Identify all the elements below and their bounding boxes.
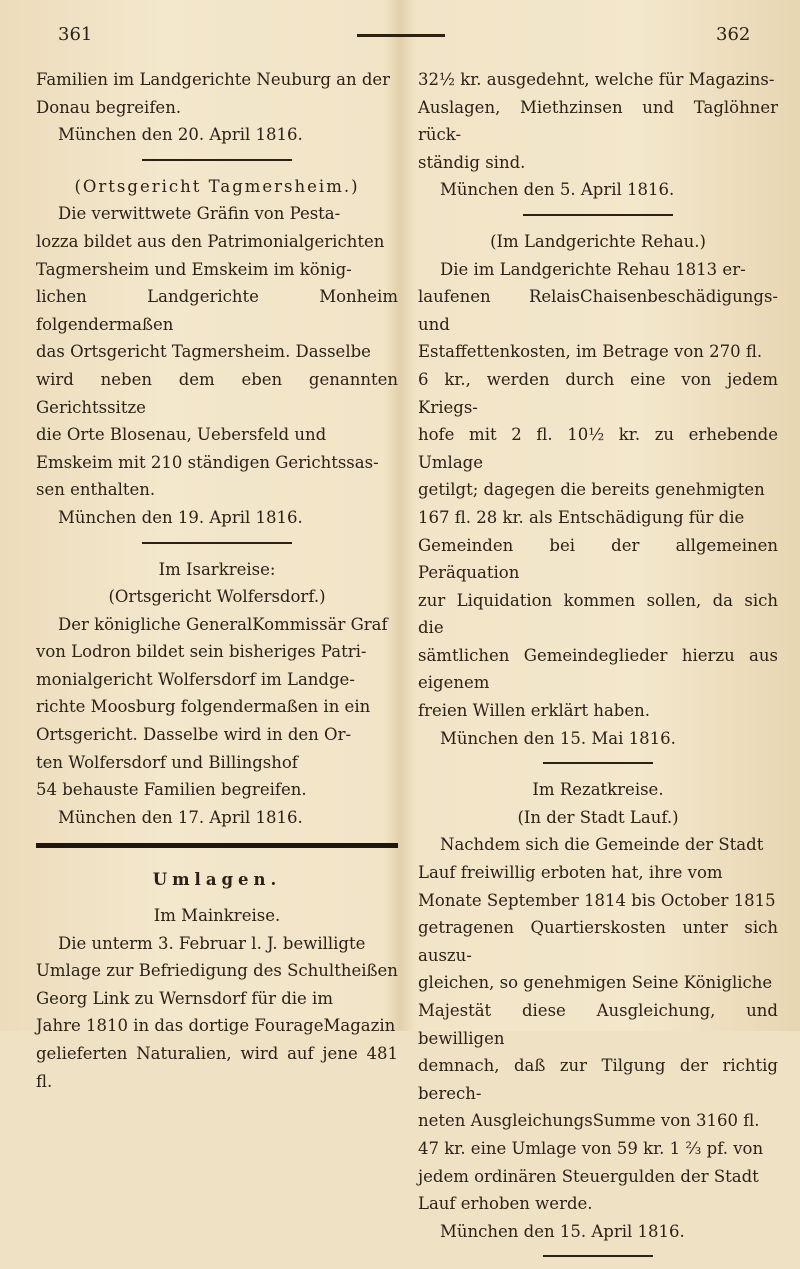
text-line: Der königliche GeneralKommissär Graf [58,614,388,634]
section-body [418,66,778,176]
text-line: Umlage zur Befriedigung des Schultheißen [36,961,398,981]
section-subheading: (Ortsgericht Wolfersdorf.) [108,587,326,607]
section-heading: Im Isarkreise: [158,559,276,579]
section-body [36,930,398,1096]
section-heading: (Ortsgericht Tagmersheim.) [74,176,360,196]
date-line: München den 15. April 1816. [440,1221,685,1241]
text-line: zur Liquidation kommen sollen, da sich die [418,590,778,638]
text-line: lozza bildet aus den Patrimonialgerichten [36,231,385,251]
section-body [36,200,398,504]
page-number-left: 361 [58,24,93,45]
text-line: Jahre 1810 in das dortige FourageMagazin [36,1016,396,1036]
text-line: Die im Landgerichte Rehau 1813 er- [440,259,746,279]
section-heading: Im Rezatkreise. [532,780,664,800]
text-line: die Orte Blosenau, Uebersfeld und [36,425,327,445]
date-line: München den 15. Mai 1816. [440,728,676,748]
section-divider [543,762,653,764]
section-heading: (Im Landgerichte Rehau.) [490,231,706,251]
right-column [418,66,778,1269]
text-line: Majestät diese Ausgleichung, und bewilligen [418,1001,778,1048]
text-line: Familien im Landgerichte Neuburg an der [36,70,391,89]
text-line: 47 kr. eine Umlage von 59 kr. 1 ⅔ pf. von [418,1138,764,1158]
section-heading: Im Mainkreise. [153,906,281,926]
text-line: sen enthalten. [36,480,156,500]
section-divider [142,542,292,544]
text-line: wird neben dem eben genannten Gerichtssitze [36,369,398,417]
text-line: 167 fl. 28 kr. als Entschädigung für die [418,507,745,527]
page-number-right: 362 [716,24,751,45]
section-body [418,831,778,1217]
text-line: demnach, daß zur Tilgung der richtig berech- [418,1056,778,1103]
text-line: lichen Landgerichte Monheim folgendermaßen [36,287,398,334]
top-rule [357,34,445,37]
section-body [418,256,778,725]
chapter-heading: Umlagen. [152,870,282,890]
text-line: Nachdem sich die Gemeinde der Stadt [440,835,764,855]
section-subheading: (In der Stadt Lauf.) [517,807,679,827]
text-line: ten Wolfersdorf und Billingshof [36,752,298,772]
text-line: Estaffettenkosten, im Betrage von 270 fl. [418,342,763,362]
text-line: Auslagen, Miethzinsen und Taglöhner rück- [418,97,778,145]
text-line: gleichen, so genehmigen Seine Königliche [418,973,773,993]
text-line: Die unterm 3. Februar l. J. bewilligte [58,933,366,953]
date-line: München den 5. April 1816. [440,180,675,200]
section-divider [543,1255,653,1257]
text-line: richte Moosburg folgendermaßen in ein [36,697,371,717]
text-line: Emskeim mit 210 ständigen Gerichtssas- [36,452,379,472]
text-line: Tagmersheim und Emskeim im könig- [36,259,352,279]
text-line: getragenen Quartierskosten unter sich auszu- [418,918,778,965]
text-line: 54 behauste Familien begreifen. [36,780,307,800]
text-line: hofe mit 2 fl. 10½ kr. zu erhebende Umlage [418,425,778,472]
text-line: gelieferten Naturalien, wird auf jene 481 fl. [36,1044,398,1091]
text-line: Die verwittwete Gräfin von Pesta- [58,204,341,224]
text-line: Georg Link zu Wernsdorf für die im [36,988,333,1008]
text-line: 32½ kr. ausgedehnt, welche für Magazins- [418,70,775,89]
text-line: sämtlichen Gemeindeglieder hierzu aus eigenem [418,645,778,693]
text-line: getilgt; dagegen die bereits genehmigten [418,480,765,500]
text-line: laufenen RelaisChaisenbeschädigungs- und [418,287,778,334]
left-column [36,66,398,1095]
text-line: freien Willen erklärt haben. [418,701,650,721]
text-line: Lauf erhoben werde. [418,1194,593,1214]
text-line: von Lodron bildet sein bisheriges Patri- [36,642,367,662]
text-line: 6 kr., werden durch eine von jedem Kriegs- [418,369,778,417]
date-line: München den 17. April 1816. [58,807,303,827]
section-divider [142,159,292,161]
text-line: monialgericht Wolfersdorf im Landge- [36,669,355,689]
text-line: das Ortsgericht Tagmersheim. Dasselbe [36,342,371,362]
date-line: München den 20. April 1816. [58,125,303,145]
heavy-rule [36,843,398,848]
section-divider [523,214,673,216]
text-line: Gemeinden bei der allgemeinen Peräquation [418,535,778,583]
text-line: Donau begreifen. [36,97,182,117]
text-line: neten AusgleichungsSumme von 3160 fl. [418,1111,760,1131]
date-line: München den 19. April 1816. [58,507,303,527]
text-line: Lauf freiwillig erboten hat, ihre vom [418,863,723,883]
text-line: Monate September 1814 bis October 1815 [418,890,776,910]
text-line: Ortsgericht. Dasselbe wird in den Or- [36,725,352,745]
text-line: ständig sind. [418,152,526,172]
section-body [36,611,398,804]
text-line: jedem ordinären Steuergulden der Stadt [418,1166,759,1186]
